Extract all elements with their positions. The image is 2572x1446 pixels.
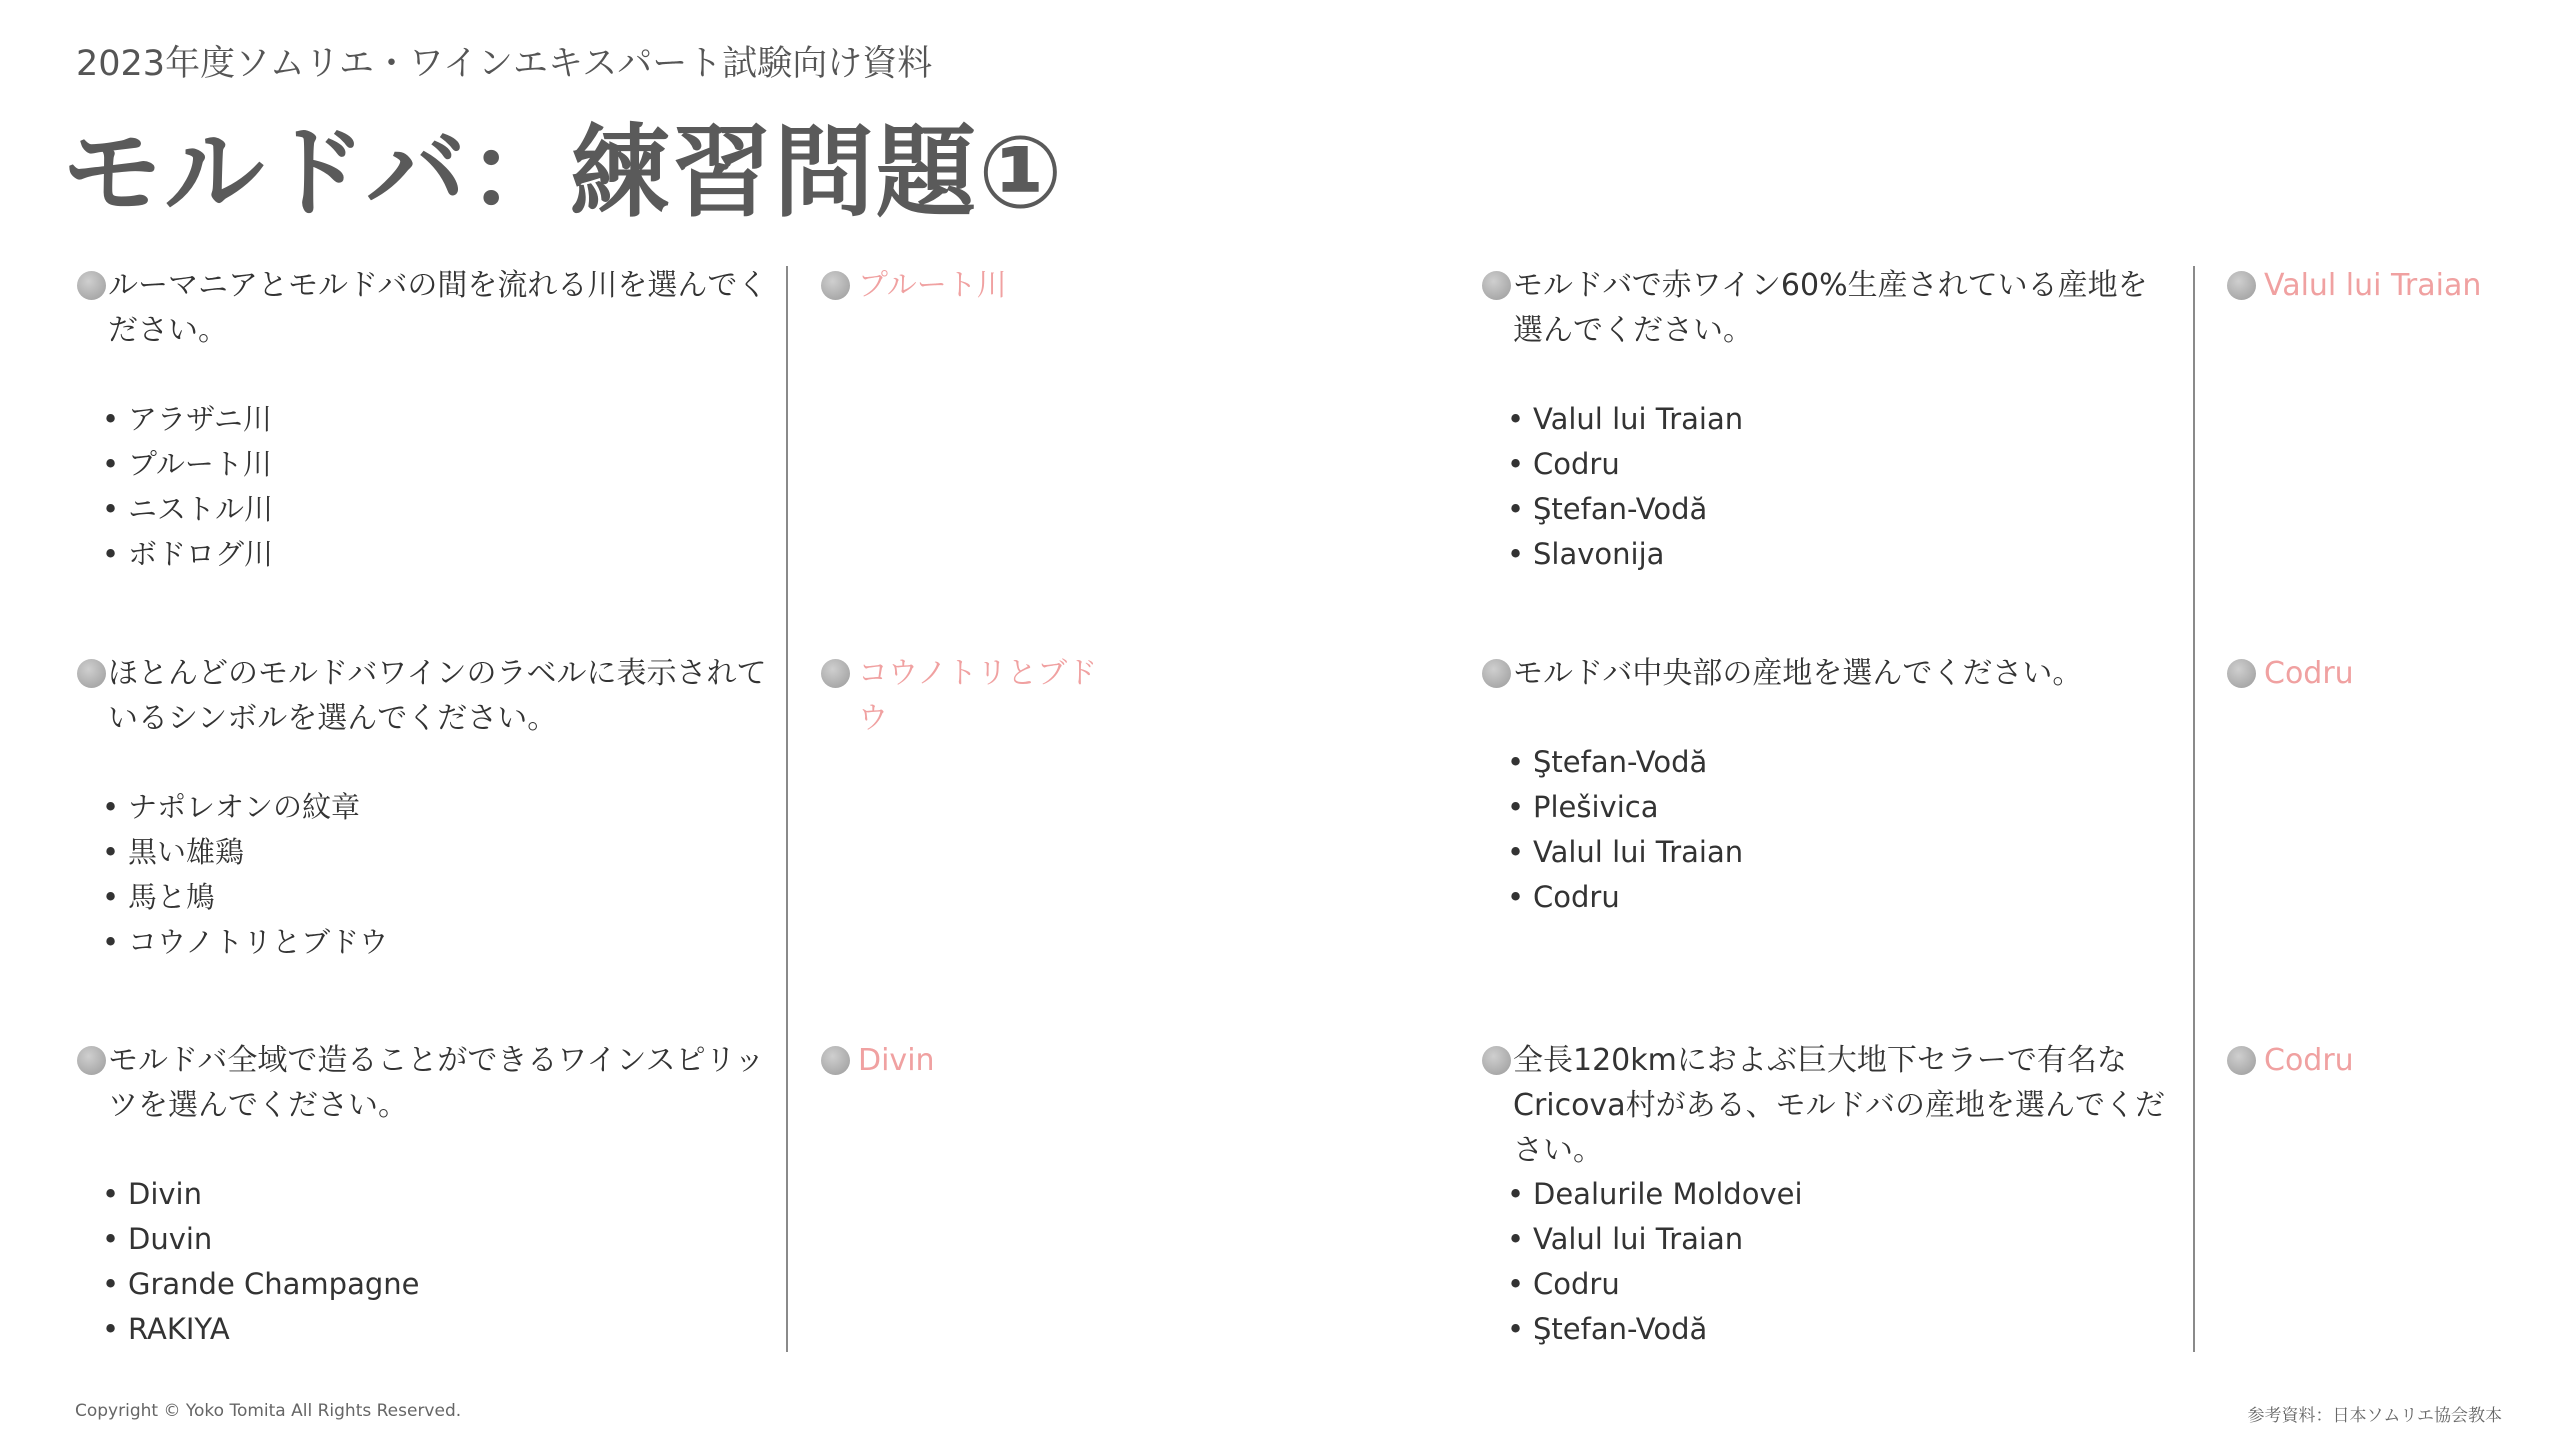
option-item: • Valul lui Traian (1507, 1222, 1744, 1256)
question-text-1 (108, 263, 768, 353)
bullet-circle-icon (1482, 659, 1511, 688)
option-item: • コウノトリとブドウ (102, 925, 389, 959)
bullet-circle-icon (821, 271, 850, 300)
question-label: ほとんどのモルドバワインのラベルに表示されているシンボルを選んでください。 (108, 656, 767, 736)
options-list-2 (102, 785, 388, 965)
option-item: • Grande Champagne (102, 1267, 420, 1301)
bullet-circle-icon (77, 271, 106, 300)
bullet-circle-icon (2227, 271, 2256, 300)
option-item: • Codru (1507, 447, 1620, 481)
question-text-6 (1513, 1038, 2183, 1173)
options-list-4 (1507, 397, 1743, 577)
right-column-divider (2193, 266, 2195, 1352)
left-column-divider (786, 266, 788, 1352)
bullet-circle-icon (1482, 1046, 1511, 1075)
question-label: モルドバで赤ワイン60%生産されている産地を選んでください。 (1513, 268, 2148, 348)
bullet-circle-icon (821, 659, 850, 688)
question-text-5 (1513, 651, 2173, 696)
option-item: • Valul lui Traian (1507, 402, 1744, 436)
option-item: • アラザニ川 (102, 402, 272, 436)
question-text-2 (108, 651, 778, 741)
options-list-6 (1507, 1172, 1803, 1352)
option-item: • Plešivica (1507, 790, 1659, 824)
option-item: • Dealurile Moldovei (1507, 1177, 1803, 1211)
option-item: • Slavonija (1507, 537, 1665, 571)
deck-subtitle: 2023年度ソムリエ・ワインエキスパート試験向け資料 (76, 44, 933, 84)
bullet-circle-icon (1482, 271, 1511, 300)
options-list-3 (102, 1172, 419, 1352)
answer-2: コウノトリとブドウ (858, 651, 1098, 741)
option-item: • ニストル川 (102, 492, 274, 526)
reference-text: 参考資料：日本ソムリエ協会教本 (2247, 1406, 2502, 1426)
answer-6: Codru (2264, 1038, 2544, 1083)
bullet-circle-icon (2227, 1046, 2256, 1075)
bullet-circle-icon (821, 1046, 850, 1075)
question-label: 全長120kmにおよぶ巨大地下セラーで有名なCricova村がある、モルドバの産地を選んでください。 (1513, 1043, 2166, 1168)
question-label: モルドバ中央部の産地を選んでください。 (1513, 656, 2083, 691)
answer-5: Codru (2264, 651, 2544, 696)
option-item: • ナポレオンの紋章 (102, 790, 361, 824)
option-item: • RAKIYA (102, 1312, 230, 1346)
question-label: モルドバ全域で造ることができるワインスピリッツを選んでください。 (108, 1043, 765, 1123)
options-list-1 (102, 397, 273, 577)
option-item: • 黒い雄鶏 (102, 835, 245, 869)
option-item: • Codru (1507, 1267, 1620, 1301)
option-item: • Valul lui Traian (1507, 835, 1744, 869)
options-list-5 (1507, 740, 1743, 920)
option-item: • プルート川 (102, 447, 272, 481)
option-item: • Ştefan-Vodă (1507, 1312, 1708, 1346)
answer-1: プルート川 (858, 263, 1098, 308)
option-item: • Duvin (102, 1222, 213, 1256)
bullet-circle-icon (77, 1046, 106, 1075)
option-item: • ボドログ川 (102, 537, 274, 571)
answer-3: Divin (858, 1038, 1098, 1083)
bullet-circle-icon (2227, 659, 2256, 688)
question-text-3 (108, 1038, 778, 1128)
question-text-4 (1513, 263, 2173, 353)
option-item: • Ştefan-Vodă (1507, 492, 1708, 526)
answer-4: Valul lui Traian (2264, 263, 2544, 308)
option-item: • 馬と鳩 (102, 880, 216, 914)
option-item: • Codru (1507, 880, 1620, 914)
option-item: • Ştefan-Vodă (1507, 745, 1708, 779)
option-item: • Divin (102, 1177, 202, 1211)
page-title: モルドバ：練習問題① (62, 114, 1065, 231)
question-label: ルーマニアとモルドバの間を流れる川を選んでください。 (108, 268, 768, 348)
copyright-text: Copyright © Yoko Tomita All Rights Reserved. (75, 1401, 462, 1421)
bullet-circle-icon (77, 659, 106, 688)
